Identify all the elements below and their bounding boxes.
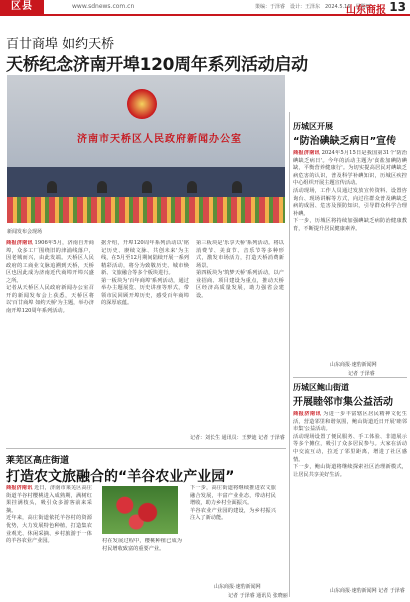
story2-paragraph: 近日，济南市莱芜区高庄街道羊谷村樱桃进入成熟期，满树红果挂满枝头，吸引众多游客前来采摘。	[6, 485, 92, 514]
story2-column-2	[102, 538, 182, 596]
lead-column-2	[101, 240, 189, 308]
dateline: 商报济南讯	[6, 485, 33, 491]
lead-paragraph: 1906年5月，济南自开商埠，众多工厂围绕旧的津浦线落户，因老城而兴，由此发端。天桥区人民政府的工商业文脉追溯到天桥，天桥区也因此成为济南近代商埠开埠兴盛之所。	[6, 240, 94, 284]
lead-byline: 记者：刘长生 通讯员：王梦迪 记者 于泽睿	[190, 435, 285, 441]
photo-person	[142, 181, 152, 193]
lead-body	[6, 240, 286, 440]
photo-person	[232, 181, 242, 193]
right2-paragraph: 为进一步丰富辖区居民精神文化生活，营造邻里和谐氛围，鲍山街道近日开展'睦邻市集'公益活动。	[293, 411, 407, 433]
photo-person	[97, 181, 107, 193]
dateline: 商报济南讯	[293, 150, 320, 156]
lead-kicker: 百廿商埠 如约天桥	[6, 37, 115, 52]
website-url: www.sdnews.com.cn	[72, 3, 135, 10]
right1-byline: 山东商报·速豹新闻网	[330, 362, 377, 368]
lead-paragraph: 记者从天桥区人民政府新闻办公室召开的新闻发布会上获悉，天桥区将以'百廿商埠 如约天桥'为主题，举办济南开埠120周年系列活动。	[6, 285, 94, 314]
photo-caption: 新闻发布会现场	[7, 229, 43, 235]
right2-body	[293, 411, 407, 581]
lead-paragraph: 第一板块为'百年商埠'系列活动，通过举办主题展览、历史讲座等形式，带领市民回顾开埠历史，感受百年商埠的深厚底蕴。	[101, 277, 189, 306]
section-divider	[293, 377, 407, 378]
page-header	[0, 0, 410, 16]
photo-person	[187, 181, 197, 193]
lead-column-3	[196, 240, 284, 300]
story2-kicker: 莱芜区高庄街道	[6, 456, 70, 466]
lead-paragraph: 第四板块为'筑梦天桥'系列活动，以产业招商、项目建设为重点，推动天桥区经济高质量发展，助力强省会建设。	[196, 270, 284, 299]
lead-column-1	[6, 240, 94, 315]
lead-paragraph: 据介绍，开埠120周年系列活动以'铭记历史、赓续文脉、共创未来'为主线，在5月至12月期间陆续开展一系列精彩活动，将分为致敬历史、城市焕新、文旅融合等多个板块进行。	[101, 240, 189, 276]
dateline: 商报济南讯	[293, 411, 322, 417]
photo-person	[47, 181, 57, 193]
story2-column-3	[190, 485, 276, 580]
story2-paragraph: 下一步，高庄街道将继续推进农文旅融合发展，丰富产业业态，带动村民增收，助力乡村全面振兴。	[190, 485, 276, 507]
section-divider	[6, 448, 286, 449]
dateline: 商报济南讯	[6, 240, 33, 246]
right1-headline: “防治碘缺乏病日”宣传	[293, 136, 397, 147]
story2-paragraph: 羊谷农业产业园的建设，为乡村振兴注入了新动能。	[190, 507, 276, 522]
press-conference-photo	[7, 75, 285, 223]
right1-body	[293, 150, 407, 360]
national-emblem-icon	[127, 89, 157, 119]
story2-paragraph: 村在发展过程中，樱桃种植已成为村民增收致富的重要产业。	[102, 538, 182, 552]
right1-paragraph: 活动现场，工作人员通过发放宣传资料、设置咨询台、现场讲解等方式，向过往群众普及碘缺乏病的成因、危害及预防知识，引导群众科学合理补碘。	[293, 187, 407, 217]
right2-paragraph: 下一步，鲍山街道将继续探索社区治理新模式，让居民共享美好生活。	[293, 464, 407, 478]
story2-paragraph: 近年来，高庄街道依托羊谷村的资源优势，大力发展特色种植，打造集农业观光、休闲采摘、乡村旅游于一体的羊谷农业产业园。	[6, 515, 92, 545]
story2-byline-reporter: 记者 于泽睿 通讯员 张晓丽	[228, 593, 288, 599]
right1-byline-reporter: 记者 于泽睿	[348, 371, 375, 377]
photo-backdrop-sign: 济南市天桥区人民政府新闻办公室	[77, 134, 242, 145]
photo-flowers	[7, 197, 285, 223]
header-meta: 策编：于泽睿 设计：王泽东 2024.5.16 星期四	[255, 4, 371, 10]
story2-byline: 山东商报·速豹新闻网	[214, 584, 261, 590]
story2-headline: 打造农文旅融合的“羊谷农业产业园”	[6, 469, 235, 485]
newspaper-brand: 山东商报	[346, 5, 386, 16]
right2-byline: 山东商报·速豹新闻网 记者 于泽睿	[330, 588, 405, 594]
cherry-orchard-photo	[102, 486, 178, 534]
right1-paragraph: 2024年5月15日是我国第31个'防治碘缺乏病日'。今年的活动主题为'食盐加碘防碘缺，平衡营养健康行'。为切实提高居民对碘缺乏病危害的认识，普及科学补碘知识，历城区疾控中心组织开展主题宣传活动。	[293, 150, 407, 187]
right2-paragraph: 活动现场设置了便民服务、手工体验、非遗展示等多个摊位，吸引了众多居民参与。大家在活动中交流互动，拉近了邻里距离，增进了社区感情。	[293, 433, 407, 463]
page-number: 13	[389, 0, 406, 14]
right1-kicker: 历城区开展	[293, 122, 333, 131]
lead-paragraph: 第三板块是'乐享天桥'系列活动。将以消费节、美食节、音乐节等多种形式，激发市场活力，打造天桥消费新场景。	[196, 240, 284, 269]
section-tag: 区县	[0, 0, 44, 14]
right2-kicker: 历城区鲍山街道	[293, 383, 349, 392]
column-divider	[289, 112, 290, 597]
story2-column-1	[6, 485, 92, 595]
lead-headline: 天桥纪念济南开埠120周年系列活动启动	[6, 55, 308, 75]
right1-paragraph: 下一步，历城区将持续加强碘缺乏病防治健康教育，不断提升居民健康素养。	[293, 218, 407, 232]
right2-headline: 开展睦邻市集公益活动	[293, 397, 393, 408]
